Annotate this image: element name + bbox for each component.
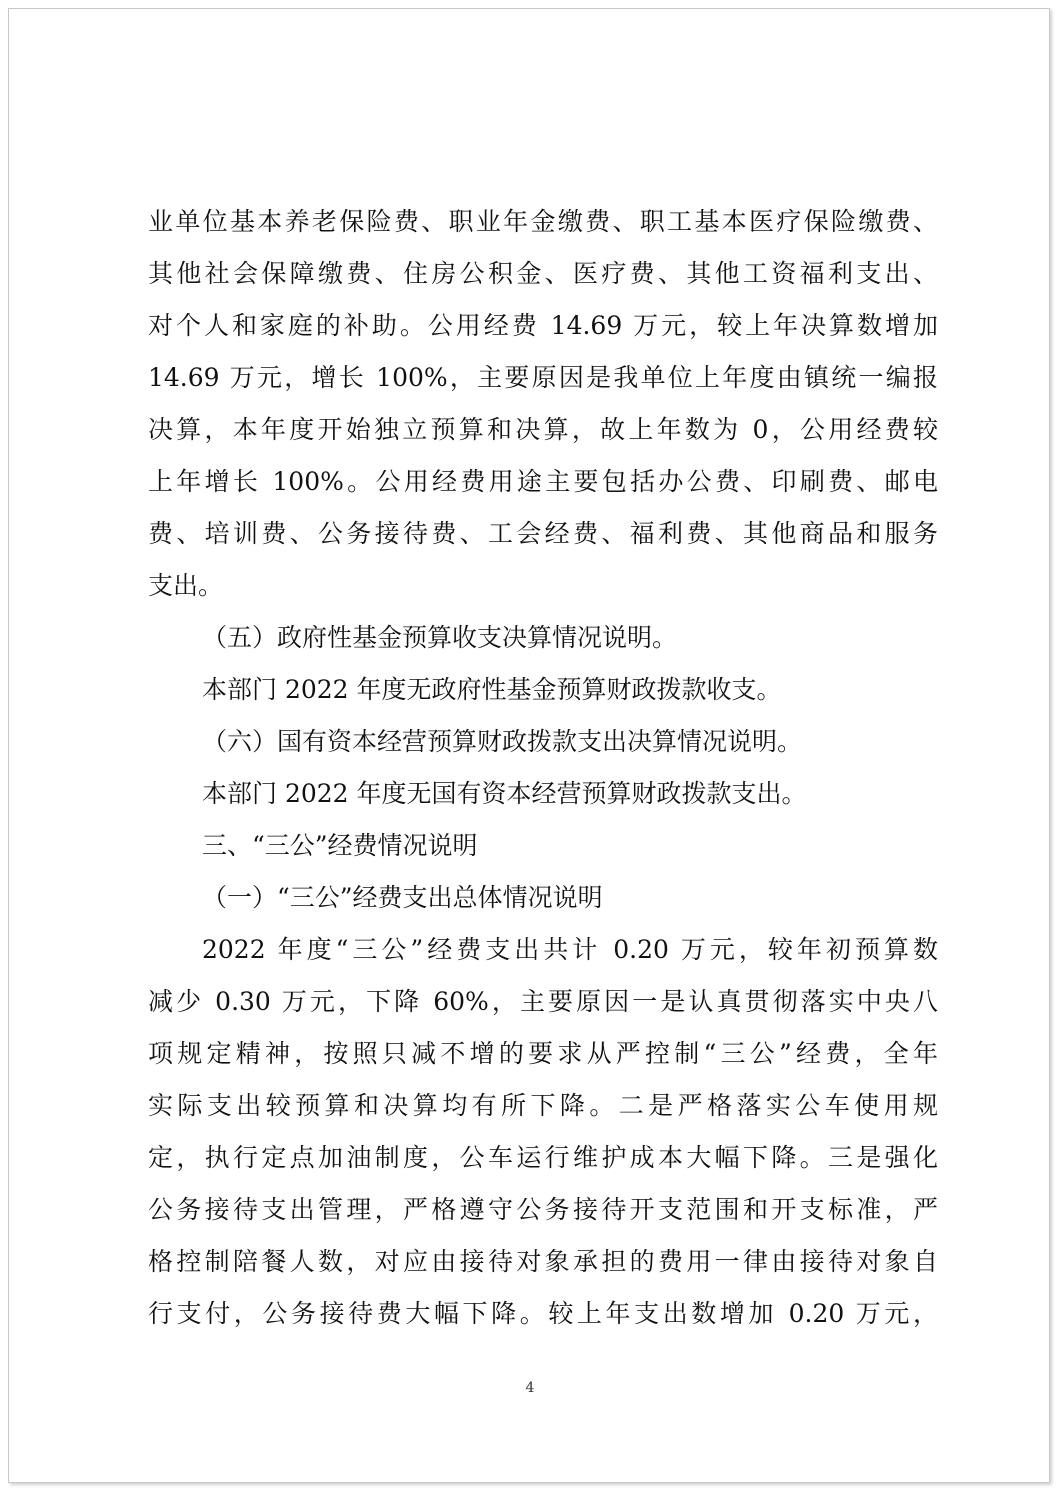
text-line: 本部门 2022 年度无国有资本经营预算财政拨款支出。 xyxy=(202,779,807,808)
text-line: 格控制陪餐人数，对应由接待对象承担的费用一律由接待对象自 xyxy=(148,1247,938,1276)
text-line: 支出。 xyxy=(148,571,224,600)
text-line: 上年增长 100%。公用经费用途主要包括办公费、印刷费、邮电 xyxy=(148,467,938,496)
text-line: 定，执行定点加油制度，公车运行维护成本大幅下降。三是强化 xyxy=(148,1143,938,1172)
section-heading: 三、“三公”经费情况说明 xyxy=(202,831,478,860)
text-line: 减少 0.30 万元，下降 60%，主要原因一是认真贯彻落实中央八 xyxy=(148,987,938,1016)
text-line: 实际支出较预算和决算均有所下降。二是严格落实公车使用规 xyxy=(148,1091,938,1120)
text-line: 业单位基本养老保险费、职业年金缴费、职工基本医疗保险缴费、 xyxy=(148,207,938,236)
page-number: 4 xyxy=(525,1380,535,1396)
text-line: 行支付，公务接待费大幅下降。较上年支出数增加 0.20 万元， xyxy=(148,1299,938,1328)
text-line: 2022 年度“三公”经费支出共计 0.20 万元，较年初预算数 xyxy=(202,935,938,964)
section-heading: （一）“三公”经费支出总体情况说明 xyxy=(202,883,603,912)
text-line: 本部门 2022 年度无政府性基金预算财政拨款收支。 xyxy=(202,675,782,704)
text-line: 其他社会保障缴费、住房公积金、医疗费、其他工资福利支出、 xyxy=(148,259,938,288)
text-line: 公务接待支出管理，严格遵守公务接待开支范围和开支标准，严 xyxy=(148,1195,938,1224)
section-heading: （五）政府性基金预算收支决算情况说明。 xyxy=(202,623,678,652)
text-line: 费、培训费、公务接待费、工会经费、福利费、其他商品和服务 xyxy=(148,519,938,548)
text-line: 14.69 万元，增长 100%，主要原因是我单位上年度由镇统一编报 xyxy=(148,363,938,392)
document-body xyxy=(148,196,938,1340)
text-line: 决算，本年度开始独立预算和决算，故上年数为 0，公用经费较 xyxy=(148,415,938,444)
text-line: 项规定精神，按照只减不增的要求从严控制“三公”经费，全年 xyxy=(148,1039,938,1068)
text-line: 对个人和家庭的补助。公用经费 14.69 万元，较上年决算数增加 xyxy=(148,311,938,340)
section-heading: （六）国有资本经营预算财政拨款支出决算情况说明。 xyxy=(202,727,803,756)
